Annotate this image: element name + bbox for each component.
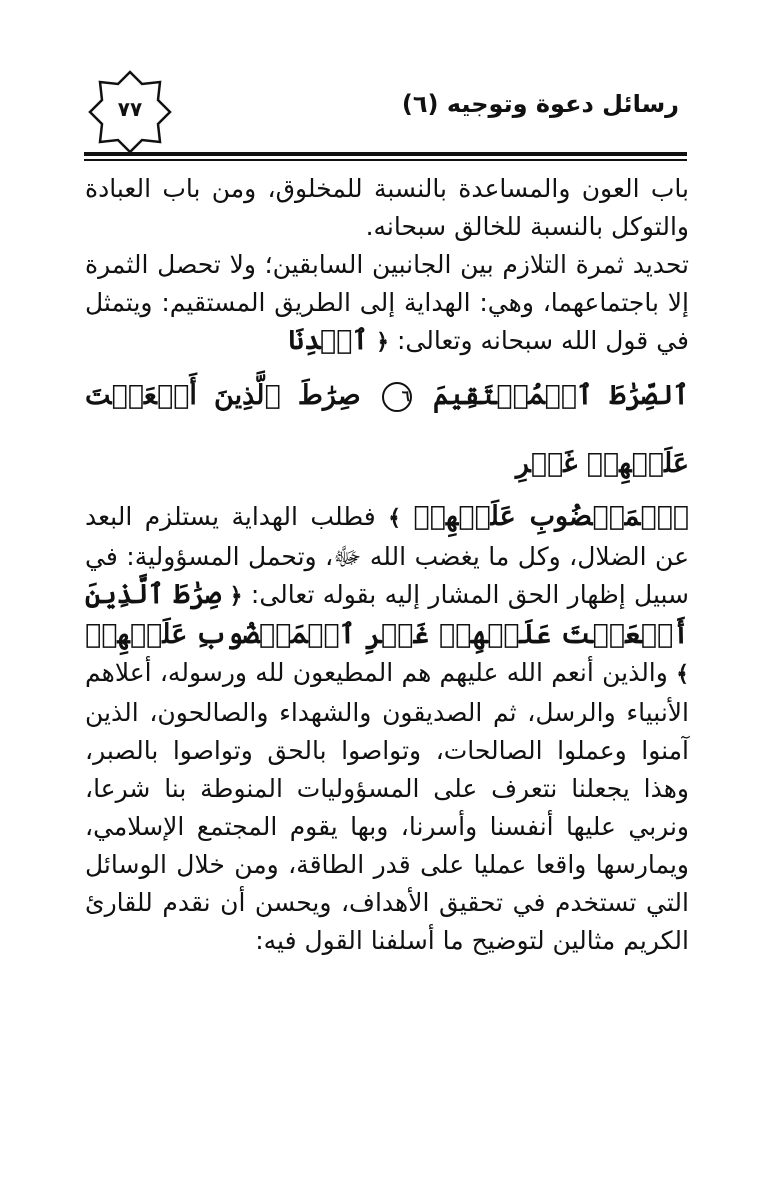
verse-1-part-3: صِرَٰطَ ٱلَّذِينَ أَنۡعَمۡتَ عَلَيۡهِمۡ غَيۡرِ [85,380,689,479]
quran-close-bracket-2: ﴾ [676,662,689,687]
ayah-number-6: ٦ [382,382,412,412]
quran-open-bracket: ﴿ [376,330,389,355]
verse-1-part-1: ٱهۡدِنَا [288,325,369,356]
running-title: رسائل دعوة وتوجيه (٦) [401,90,679,118]
paragraph-1: باب العون والمساعدة بالنسبة للمخلوق، ومن باب العبادة والتوكل بالنسبة للخالق سبحانه. [85,174,689,241]
verse-1-line-2 [85,362,689,498]
quran-open-bracket-2: ﴿ [229,584,243,609]
page-number: ٧٧ [117,97,143,121]
header-rule-thin [84,159,687,161]
page-number-ornament [88,70,172,154]
verse-1-part-4: ٱلۡمَغۡضُوبِ عَلَيۡهِمۡ [413,501,689,532]
paragraph-2 [85,246,689,960]
verse-2-part-2: عَلَيۡهِمۡ [85,619,188,650]
main-text [85,170,689,960]
paragraph-2-intro: تحديد ثمرة التلازم بين الجانبين السابقين؛ ولا تحصل الثمرة إلا باجتماعهما، وهي: الهداية إلى الطريق المستقيم: ويتمثل في قول الله سبحانه وتعالى: [85,250,689,355]
paragraph-2-after: فطلب الهداية يستلزم البعد عن الضلال، وكل ما يغضب الله ﷻ، وتحمل المسؤولية: في سبيل إظهار الحق المشار إليه بقوله تعالى: [85,502,689,609]
header-rule-thick [84,152,687,156]
page-header [70,70,689,155]
quran-close-bracket: ﴾ [388,506,401,531]
verse-2-part-1: صِرَٰطَ ٱلَّذِينَ أَنۡعَمۡتَ عَلَيۡهِمۡ غَيۡرِ ٱلۡمَغۡضُوبِ [85,579,689,650]
verse-1-part-2: ٱلصِّرَٰطَ ٱلۡمُسۡتَقِيمَ [433,380,689,411]
paragraph-3: والذين أنعم الله عليهم هم المطيعون لله ورسوله، أعلاهم الأنبياء والرسل، ثم الصديقون والشهداء والصالحون، الذين آمنوا وعملوا الصالحات، وتواصوا بالحق وتواصوا بالصبر، وهذا يجعلنا نتعرف على المسؤوليات المنوطة بنا شرعا، ونربي عليها أنفسنا وأسرنا، وبها يقوم المجتمع الإسلامي، ويمارسها واقعا عمليا على قدر الطاقة، ومن خلال الوسائل التي تستخدم في تحقيق الأهداف، ويحسن أن نقدم للقارئ الكريم مثالين لتوضيح ما أسلفنا القول فيه: [85,658,689,955]
